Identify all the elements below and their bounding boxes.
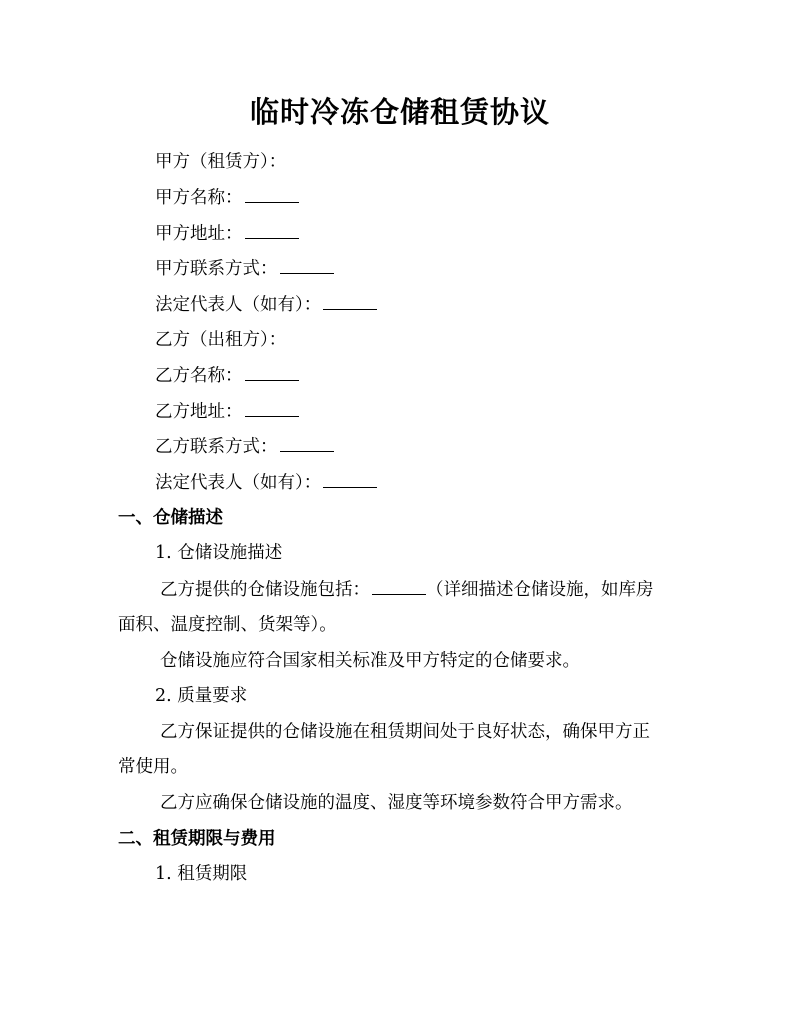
party-a-address-blank[interactable] (245, 220, 299, 239)
party-b-name-blank[interactable] (245, 362, 299, 381)
party-a-address-label: 甲方地址： (155, 224, 243, 244)
party-a-contact-blank[interactable] (280, 255, 334, 274)
party-a-rep-label: 法定代表人（如有）： (155, 295, 322, 315)
party-b-name-label: 乙方名称： (155, 366, 243, 386)
item-1-para-1-end: （详细描述仓储设施，如库房 (426, 580, 654, 600)
section-1-item-2-heading: 2. 质量要求 (155, 686, 248, 706)
party-b-contact-row (155, 433, 334, 460)
party-a-name-row (155, 184, 299, 211)
section-1-item-1-para-1-cont: 面积、温度控制、货架等）。 (118, 615, 337, 635)
party-b-name-row (155, 362, 299, 389)
section-1-heading: 一、仓储描述 (118, 508, 223, 528)
party-b-rep-label: 法定代表人（如有）： (155, 473, 322, 493)
facility-description-blank[interactable] (372, 576, 426, 595)
party-b-heading: 乙方（出租方）： (155, 330, 287, 350)
section-2-item-1-heading: 1. 租赁期限 (155, 864, 248, 884)
party-a-address-row (155, 220, 299, 247)
item-1-para-1-start: 乙方提供的仓储设施包括： (160, 580, 370, 600)
section-1-item-2-para-2: 乙方应确保仓储设施的温度、湿度等环境参数符合甲方需求。 (160, 793, 633, 813)
party-a-name-blank[interactable] (245, 184, 299, 203)
party-b-contact-label: 乙方联系方式： (155, 437, 278, 457)
party-b-rep-blank[interactable] (323, 469, 377, 488)
party-a-rep-row (155, 291, 377, 318)
section-1-item-1-heading: 1. 仓储设施描述 (155, 543, 283, 563)
party-a-contact-label: 甲方联系方式： (155, 259, 278, 279)
party-b-address-row (155, 398, 299, 425)
section-1-item-2-para-1: 乙方保证提供的仓储设施在租赁期间处于良好状态，确保甲方正 (160, 722, 650, 742)
party-a-contact-row (155, 255, 334, 282)
section-2-heading: 二、租赁期限与费用 (118, 829, 276, 849)
party-a-name-label: 甲方名称： (155, 188, 243, 208)
section-1-item-1-para-1 (160, 576, 654, 603)
party-b-address-label: 乙方地址： (155, 402, 243, 422)
section-1-item-2-para-1-cont: 常使用。 (118, 757, 188, 777)
section-1-item-1-para-2: 仓储设施应符合国家相关标准及甲方特定的仓储要求。 (160, 651, 580, 671)
party-b-rep-row (155, 469, 377, 496)
party-b-contact-blank[interactable] (280, 433, 334, 452)
party-b-address-blank[interactable] (245, 398, 299, 417)
party-a-heading: 甲方（租赁方）： (155, 152, 287, 172)
party-a-rep-blank[interactable] (323, 291, 377, 310)
document-title: 临时冷冻仓储租赁协议 (249, 95, 550, 129)
